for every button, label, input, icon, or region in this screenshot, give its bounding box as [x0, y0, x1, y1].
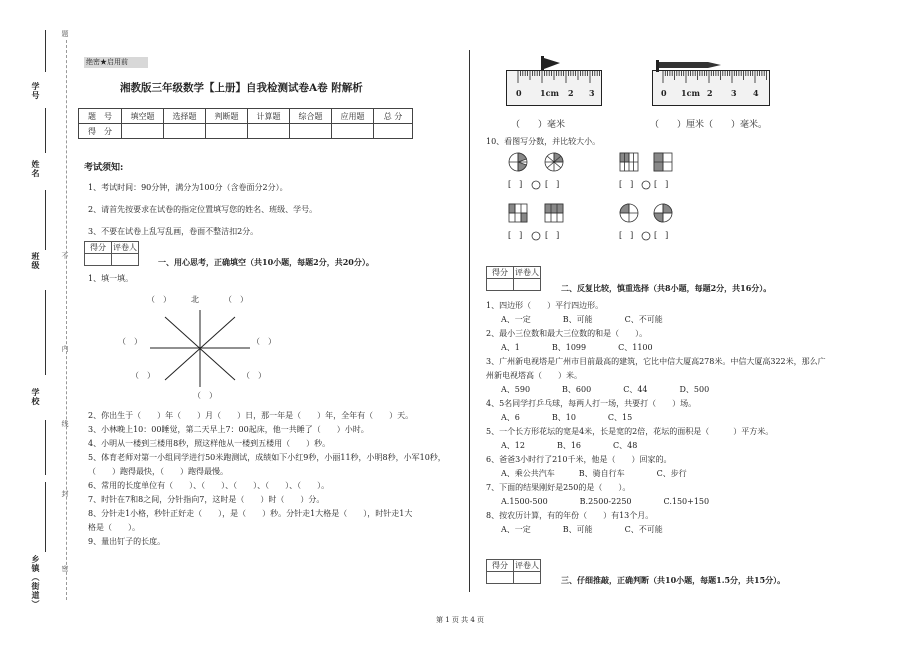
grader-reviewer-cell	[514, 279, 541, 291]
compare-circle	[642, 232, 650, 240]
table-cell	[290, 124, 332, 139]
grader-score-label: 得分	[487, 560, 514, 572]
fraction-blank: [ ]	[619, 231, 634, 240]
mc-line: A、乘公共汽车 B、骑自行车 C、步行	[501, 469, 687, 478]
mc-line: 州新电视塔高（ ）米。	[486, 371, 582, 380]
grader-box	[84, 241, 139, 266]
ruler-tick-label: 1cm	[681, 88, 700, 98]
ruler-tick-label: 3	[589, 88, 595, 98]
compass-blank-se: （ ）	[242, 371, 266, 380]
question-line: 4、小明从一楼到三楼用8秒，照这样他从一楼到五楼用（ ）秒。	[88, 439, 331, 448]
table-cell: 计算题	[248, 109, 290, 124]
dash-char: 线	[61, 420, 69, 427]
notice-item: 1、考试时间：90分钟，满分为100分（含卷面分2分）。	[88, 183, 288, 192]
mc-line: A、12 B、16 C、48	[501, 441, 638, 450]
table-row	[79, 124, 413, 139]
table-cell: 判断题	[206, 109, 248, 124]
grader-reviewer-cell	[112, 254, 139, 266]
xingming-label: 姓名	[31, 160, 41, 178]
mc-line: A、590 B、600 C、44 D、500	[501, 385, 710, 394]
compass-blank-e: （ ）	[252, 337, 276, 346]
xuexiao-label: 学校	[31, 388, 41, 406]
mc-line: A、1 B、1099 C、1100	[501, 343, 653, 352]
compass-blank-sw: （ ）	[131, 371, 155, 380]
binding-line	[45, 108, 46, 153]
compass-blank-s: （ ）	[193, 391, 217, 400]
grader-score-label: 得分	[487, 267, 514, 279]
compass-blank-nw: （ ）	[147, 295, 171, 304]
binding-line	[45, 190, 46, 250]
page-title: 湘教版三年级数学【上册】自我检测试卷A卷 附解析	[120, 82, 363, 94]
fraction-blank: [ ]	[545, 231, 560, 240]
dash-char: 不	[61, 252, 69, 259]
grader-score-cell	[487, 572, 514, 584]
table-cell	[164, 124, 206, 139]
secret-label: 绝密★启用前	[84, 57, 148, 68]
table-cell: 选择题	[164, 109, 206, 124]
compare-circle	[642, 181, 650, 189]
fraction-blank: [ ]	[654, 180, 669, 189]
table-cell	[374, 124, 413, 139]
ruler-tick-label: 2	[568, 88, 574, 98]
compass-blank-w: （ ）	[118, 337, 142, 346]
mc-line: A、一定 B、可能 C、不可能	[501, 525, 663, 534]
page-footer: 第 1 页 共 4 页	[435, 616, 485, 624]
question-line: （ ）跑得最快，（ ）跑得最慢。	[88, 467, 228, 476]
grader-reviewer-cell	[514, 572, 541, 584]
table-cell: 题 号	[79, 109, 122, 124]
compass-blank-ne: （ ）	[224, 295, 248, 304]
section1-title: 一、用心思考，正确填空（共10小题，每题2分，共20分）。	[158, 257, 374, 267]
mc-line: 6、爸爸3小时行了210千米，他是（ ）回家的。	[486, 455, 672, 464]
ruler-tick-label: 1cm	[540, 88, 559, 98]
fraction-blank: [ ]	[545, 180, 560, 189]
binding-line	[45, 30, 46, 72]
pencil-icon	[655, 58, 725, 74]
notice-item: 3、不要在试卷上乱写乱画，卷面不整洁扣2分。	[88, 227, 259, 236]
question-10: 10、看图写分数，并比较大小。	[486, 137, 601, 146]
fraction-blank: [ ]	[508, 231, 523, 240]
grader-reviewer-label: 评卷人	[515, 268, 539, 277]
ruler-right	[652, 70, 770, 106]
binding-line	[45, 482, 46, 552]
question-line: 5、体育老师对第一小组同学进行50米跑测试，成绩如下小红9秒，小丽11秒，小明8秒，小军10秒，	[88, 453, 446, 462]
compare-circle	[532, 232, 540, 240]
grader-score-cell	[85, 254, 112, 266]
grader-box	[486, 559, 541, 584]
question-line: 6、常用的长度单位有（ ）、（ ）、（ ）、（ ）、（ ）。	[88, 481, 330, 490]
section2-title: 二、反复比较，慎重选择（共8小题，每题2分，共16分）。	[561, 283, 772, 293]
fraction-blank: [ ]	[654, 231, 669, 240]
question-line: 8、分针走1小格，秒针正好走（ ），是（ ）秒。分针走1大格是（ ），时针走1大	[88, 509, 413, 518]
column-divider	[469, 50, 470, 592]
fraction-blank: [ ]	[508, 180, 523, 189]
ruler-tick-label: 3	[731, 88, 737, 98]
ruler-left	[506, 70, 602, 106]
ruler-left-answer: （ ）毫米	[511, 120, 566, 130]
ruler-tick-label: 4	[753, 88, 759, 98]
question-line: 格是（ ）。	[88, 523, 140, 532]
table-cell: 得 分	[79, 124, 122, 139]
compare-circle	[532, 181, 540, 189]
nail-icon	[536, 55, 566, 75]
grader-box	[486, 266, 541, 291]
table-row	[79, 109, 413, 124]
mc-line: 2、最小三位数和最大三位数的和是（ ）。	[486, 329, 648, 338]
banji-label: 班级	[31, 252, 41, 270]
compass-diagram	[120, 292, 280, 402]
mc-line: A、6 B、10 C、15	[501, 413, 633, 422]
table-cell	[332, 124, 374, 139]
grader-score-cell	[487, 279, 514, 291]
question-line: 2、你出生于（ ）年（ ）月（ ）日，那一年是（ ）年，全年有（ ）天。	[88, 411, 414, 420]
binding-dashed-line	[66, 40, 67, 600]
mc-line: 8、按农历计算，有的年份（ ）有13个月。	[486, 511, 654, 520]
corner-mark: 题	[61, 30, 69, 37]
notice-heading: 考试须知:	[84, 163, 124, 173]
table-cell	[122, 124, 164, 139]
mc-line: 3、广州新电视塔是广州市目前最高的建筑，它比中信大厦高278米。中信大厦高322米，那么广	[486, 357, 826, 366]
ruler-right-answer: （ ）厘米（ ）毫米。	[650, 120, 768, 130]
table-cell: 总 分	[374, 109, 413, 124]
ruler-tick-label: 0	[516, 88, 522, 98]
question-line: 7、时针在7和8之间，分针指向7，这时是（ ）时（ ）分。	[88, 495, 325, 504]
mc-line: A.1500-500 B.2500-2250 C.150+150	[501, 497, 710, 506]
compass-north-label: 北	[191, 295, 199, 304]
mc-line: 7、下面的结果刚好是250的是（ ）。	[486, 483, 631, 492]
question-1: 1、填一填。	[88, 274, 134, 283]
table-cell: 综合题	[290, 109, 332, 124]
table-cell: 填空题	[122, 109, 164, 124]
mc-line: 1、四边形（ ）平行四边形。	[486, 301, 604, 310]
mc-line: 5、一个长方形花坛的宽是4米，长是宽的2倍，花坛的面积是（ ）平方米。	[486, 427, 774, 436]
section3-title: 三、仔细推敲，正确判断（共10小题，每题1.5分，共15分）。	[561, 575, 786, 585]
grader-reviewer-label: 评卷人	[113, 243, 137, 252]
table-cell	[248, 124, 290, 139]
mc-line: 4、5名同学打乒乓球，每两人打一场，共要打（ ）场。	[486, 399, 697, 408]
dash-char: 密	[61, 565, 69, 572]
xiangzhen-label: 乡镇（街道）	[31, 555, 41, 609]
mc-line: A、一定 B、可能 C、不可能	[501, 315, 663, 324]
dash-char: 内	[61, 345, 69, 352]
grader-score-label: 得分	[85, 242, 112, 254]
question-line: 9、量出钉子的长度。	[88, 537, 166, 546]
dash-char: 封	[61, 490, 69, 497]
grader-reviewer-label: 评卷人	[515, 561, 539, 570]
ruler-tick-label: 0	[661, 88, 667, 98]
binding-line	[45, 290, 46, 375]
score-table	[78, 108, 413, 139]
fraction-blank: [ ]	[619, 180, 634, 189]
binding-line	[45, 420, 46, 475]
table-cell	[206, 124, 248, 139]
ruler-tick-label: 2	[707, 88, 713, 98]
kaohao-label: 学号	[31, 82, 41, 100]
table-cell: 应用题	[332, 109, 374, 124]
question-line: 3、小林晚上10：00睡觉，第二天早上7：00起床，他一共睡了（ ）小时。	[88, 425, 369, 434]
notice-item: 2、请首先按要求在试卷的指定位置填写您的姓名、班级、学号。	[88, 205, 318, 214]
